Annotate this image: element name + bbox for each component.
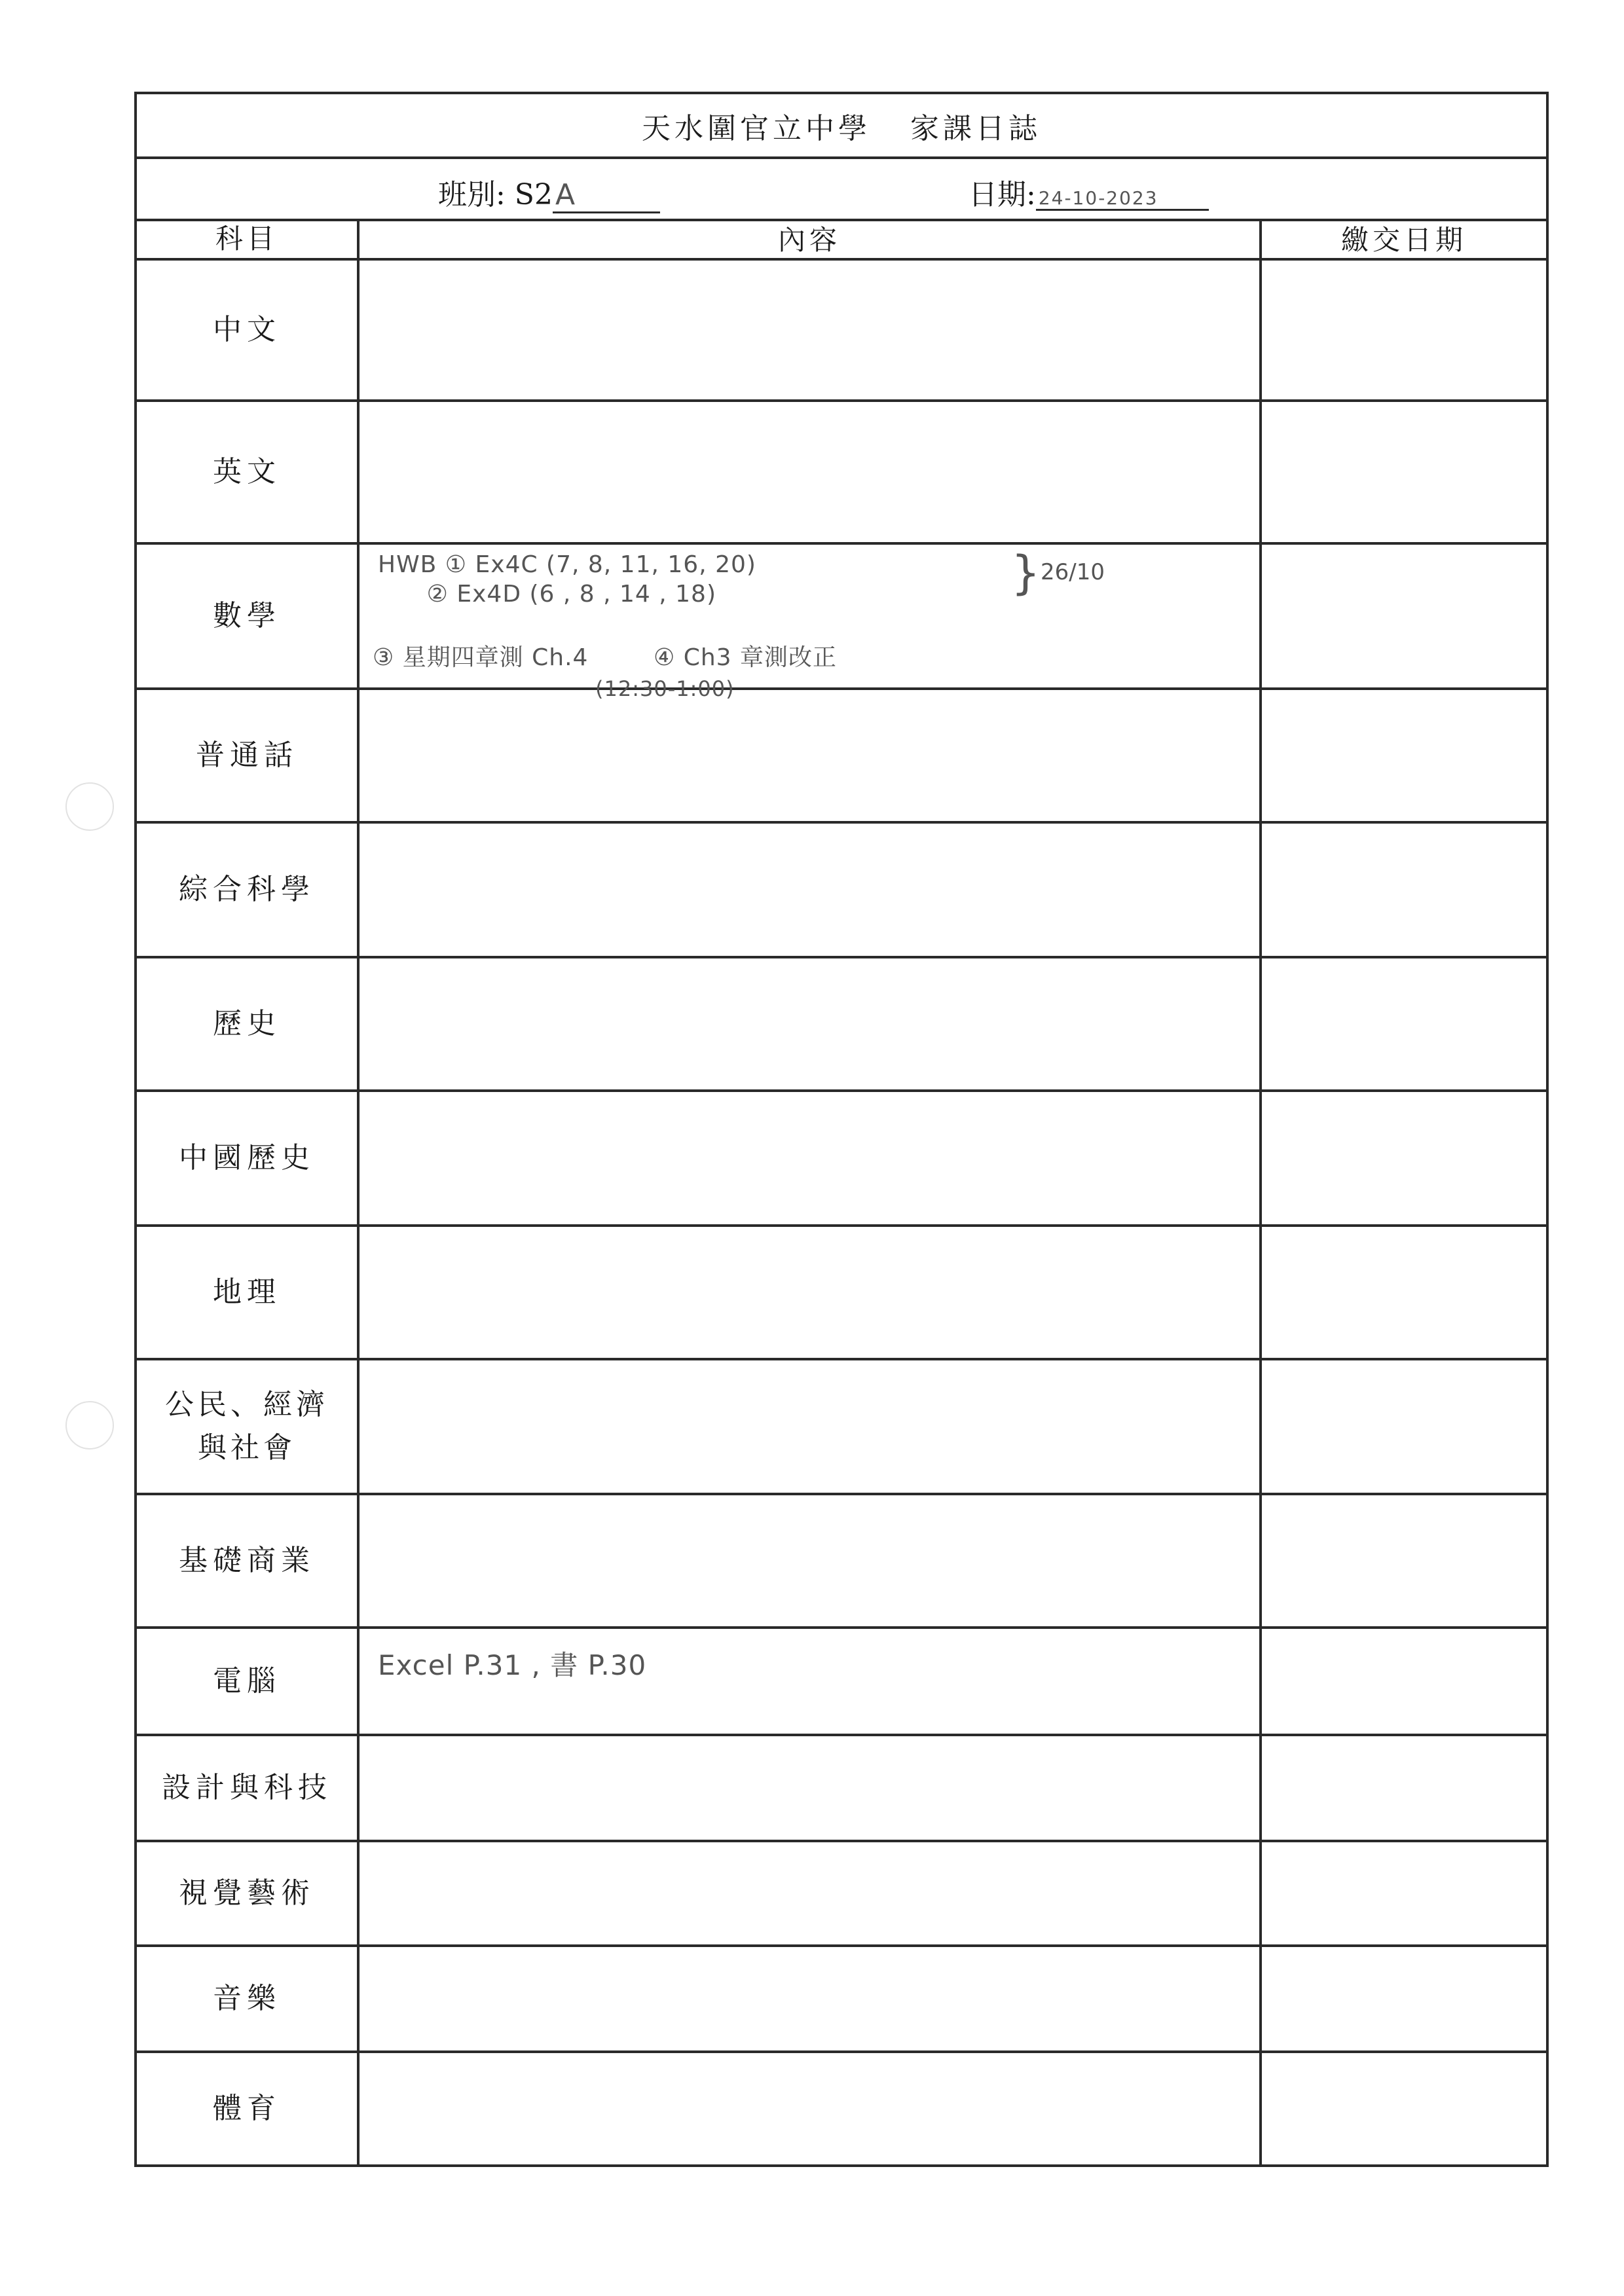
subject-label: 英文: [137, 402, 360, 542]
table-row: [137, 1736, 1546, 1842]
punch-hole-top: [65, 782, 114, 831]
due-cell: [1262, 1495, 1546, 1626]
due-cell: [1262, 261, 1546, 399]
subject-label: 設計與科技: [137, 1736, 360, 1840]
column-header-subject: 科目: [137, 219, 360, 258]
content-cell: [360, 1947, 1262, 2050]
computer-homework: Excel P.31 , 書 P.30: [378, 1649, 647, 1681]
subject-label: 中文: [137, 261, 360, 399]
math-line-2: ② Ex4D (6 , 8 , 14 , 18): [378, 581, 717, 608]
due-cell: [1262, 690, 1546, 821]
math-homework-lines: [378, 550, 756, 609]
subject-label: 綜合科學: [137, 824, 360, 956]
due-cell: [1262, 1842, 1546, 1944]
due-cell: [1262, 1947, 1546, 2050]
subject-label: 地理: [137, 1227, 360, 1358]
class-field: [438, 171, 660, 213]
class-date-row: [137, 156, 1546, 221]
content-cell: [360, 1736, 1262, 1840]
content-cell: [360, 1842, 1262, 1944]
class-value: A: [553, 178, 660, 213]
content-cell: [360, 402, 1262, 542]
subject-label: 體育: [137, 2053, 360, 2164]
diary-title: [137, 94, 1546, 159]
subject-label: 音樂: [137, 1947, 360, 2050]
due-cell: [1262, 1736, 1546, 1840]
due-cell: [1262, 545, 1546, 687]
subject-label: 中國歷史: [137, 1092, 360, 1224]
due-cell: [1262, 958, 1546, 1089]
date-label: 日期:: [969, 178, 1036, 211]
table-row: [137, 824, 1546, 958]
content-cell-computer: [360, 1629, 1262, 1734]
school-name: 天水圍官立中學: [642, 111, 871, 145]
content-cell: [360, 1092, 1262, 1224]
due-cell: [1262, 1629, 1546, 1734]
table-row: [137, 1629, 1546, 1736]
subject-label: 電腦: [137, 1629, 360, 1734]
content-cell: [360, 2053, 1262, 2164]
table-row: [137, 1495, 1546, 1629]
subject-label: 基礎商業: [137, 1495, 360, 1626]
date-field: [969, 171, 1209, 213]
math-line-3: ③ 星期四章測 Ch.4 ④ Ch3 章測改正: [373, 644, 838, 671]
content-cell: [360, 1227, 1262, 1358]
class-label: 班別: S2: [438, 178, 553, 211]
table-row: [137, 261, 1546, 402]
table-row: [137, 1360, 1546, 1495]
math-brace: }: [1011, 546, 1041, 600]
subject-label: 視覺藝術: [137, 1842, 360, 1944]
due-cell: [1262, 1360, 1546, 1493]
due-cell: [1262, 1092, 1546, 1224]
math-due-note: 26/10: [1041, 559, 1105, 585]
table-row: [137, 2053, 1546, 2164]
subject-label: 數學: [137, 545, 360, 687]
table-row: [137, 958, 1546, 1092]
table-row: [137, 1227, 1546, 1360]
table-row: [137, 1092, 1546, 1227]
date-value: 24-10-2023: [1036, 187, 1209, 211]
due-cell: [1262, 2053, 1546, 2164]
table-row: [137, 1947, 1546, 2053]
content-cell: [360, 690, 1262, 821]
subject-label: 普通話: [137, 690, 360, 821]
diary-heading: 家課日誌: [910, 111, 1041, 145]
due-cell: [1262, 402, 1546, 542]
content-cell: [360, 958, 1262, 1089]
content-cell-math: [360, 545, 1262, 701]
math-line-1: HWB ① Ex4C (7, 8, 11, 16, 20): [378, 551, 756, 578]
subject-label: 公民、經濟 與社會: [137, 1360, 360, 1493]
punch-hole-bottom: [65, 1401, 114, 1449]
math-line-4: (12:30-1:00): [595, 676, 735, 701]
subject-label: 歷史: [137, 958, 360, 1089]
due-cell: [1262, 824, 1546, 956]
table-row: [137, 1842, 1546, 1947]
homework-diary-sheet: [134, 92, 1549, 2167]
content-cell: [360, 1360, 1262, 1493]
math-homework: [360, 545, 1259, 701]
table-row: [137, 545, 1546, 701]
content-cell: [360, 261, 1262, 399]
table-header-row: [137, 219, 1546, 261]
content-cell: [360, 824, 1262, 956]
table-row: [137, 690, 1546, 824]
column-header-content: 內容: [360, 219, 1262, 258]
due-cell: [1262, 1227, 1546, 1358]
table-row: [137, 402, 1546, 545]
homework-table: [137, 219, 1546, 2164]
column-header-due: 繳交日期: [1340, 224, 1467, 256]
content-cell: [360, 1495, 1262, 1626]
